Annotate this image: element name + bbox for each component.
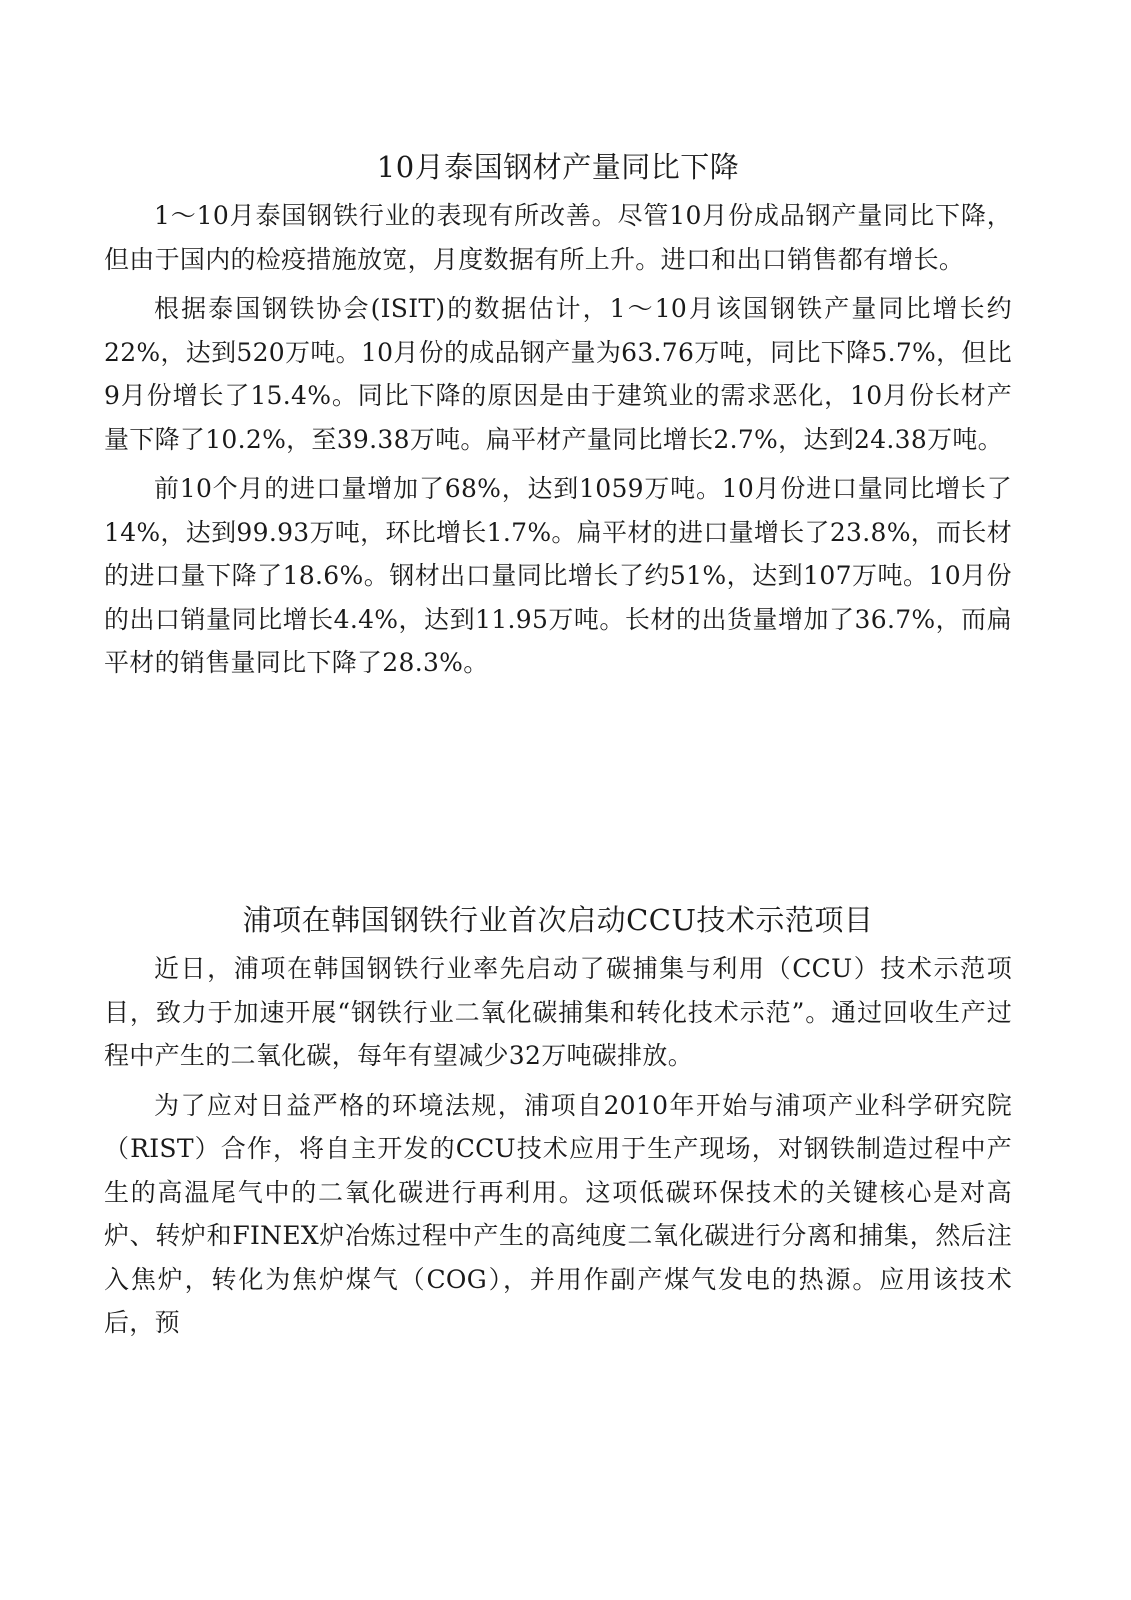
article-paragraph: 前10个月的进口量增加了68%，达到1059万吨。10月份进口量同比增长了14%，达到99.93万吨，环比增长1.7%。扁平材的进口量增长了23.8%，而长材的进口量下降了18.6%。钢材出口量同比增长了约51%，达到107万吨。10月份的出口销量同比增长4.4%，达到11.95万吨。长材的出货量增加了36.7%，而扁平材的销售量同比下降了28.3%。 bbox=[104, 474, 1012, 677]
article-paragraph: 1～10月泰国钢铁行业的表现有所改善。尽管10月份成品钢产量同比下降，但由于国内的检疫措施放宽，月度数据有所上升。进口和出口销售都有增长。 bbox=[104, 201, 1012, 274]
article-title: 10月泰国钢材产量同比下降 bbox=[376, 150, 740, 184]
article-paragraph: 近日，浦项在韩国钢铁行业率先启动了碳捕集与利用（CCU）技术示范项目，致力于加速开展“钢铁行业二氧化碳捕集和转化技术示范”。通过回收生产过程中产生的二氧化碳，每年有望减少32万吨碳排放。 bbox=[104, 954, 1012, 1070]
article-paragraph: 为了应对日益严格的环境法规，浦项自2010年开始与浦项产业科学研究院（RIST）合作，将自主开发的CCU技术应用于生产现场，对钢铁制造过程中产生的高温尾气中的二氧化碳进行再利用。这项低碳环保技术的关键核心是对高炉、转炉和FINEX炉冶炼过程中产生的高纯度二氧化碳进行分离和捕集，然后注入焦炉，转化为焦炉煤气（COG），并用作副产煤气发电的热源。应用该技术后，预 bbox=[104, 1090, 1012, 1337]
article-title: 浦项在韩国钢铁行业首次启动CCU技术示范项目 bbox=[242, 903, 874, 937]
article-paragraph: 根据泰国钢铁协会(ISIT)的数据估计，1～10月该国钢铁产量同比增长约22%，达到520万吨。10月份的成品钢产量为63.76万吨，同比下降5.7%，但比9月份增长了15.4%。同比下降的原因是由于建筑业的需求恶化，10月份长材产量下降了10.2%，至39.38万吨。扁平材产量同比增长2.7%，达到24.38万吨。 bbox=[104, 294, 1012, 454]
article-thailand-steel bbox=[104, 140, 1012, 685]
article-posco-ccu bbox=[104, 893, 1012, 1345]
